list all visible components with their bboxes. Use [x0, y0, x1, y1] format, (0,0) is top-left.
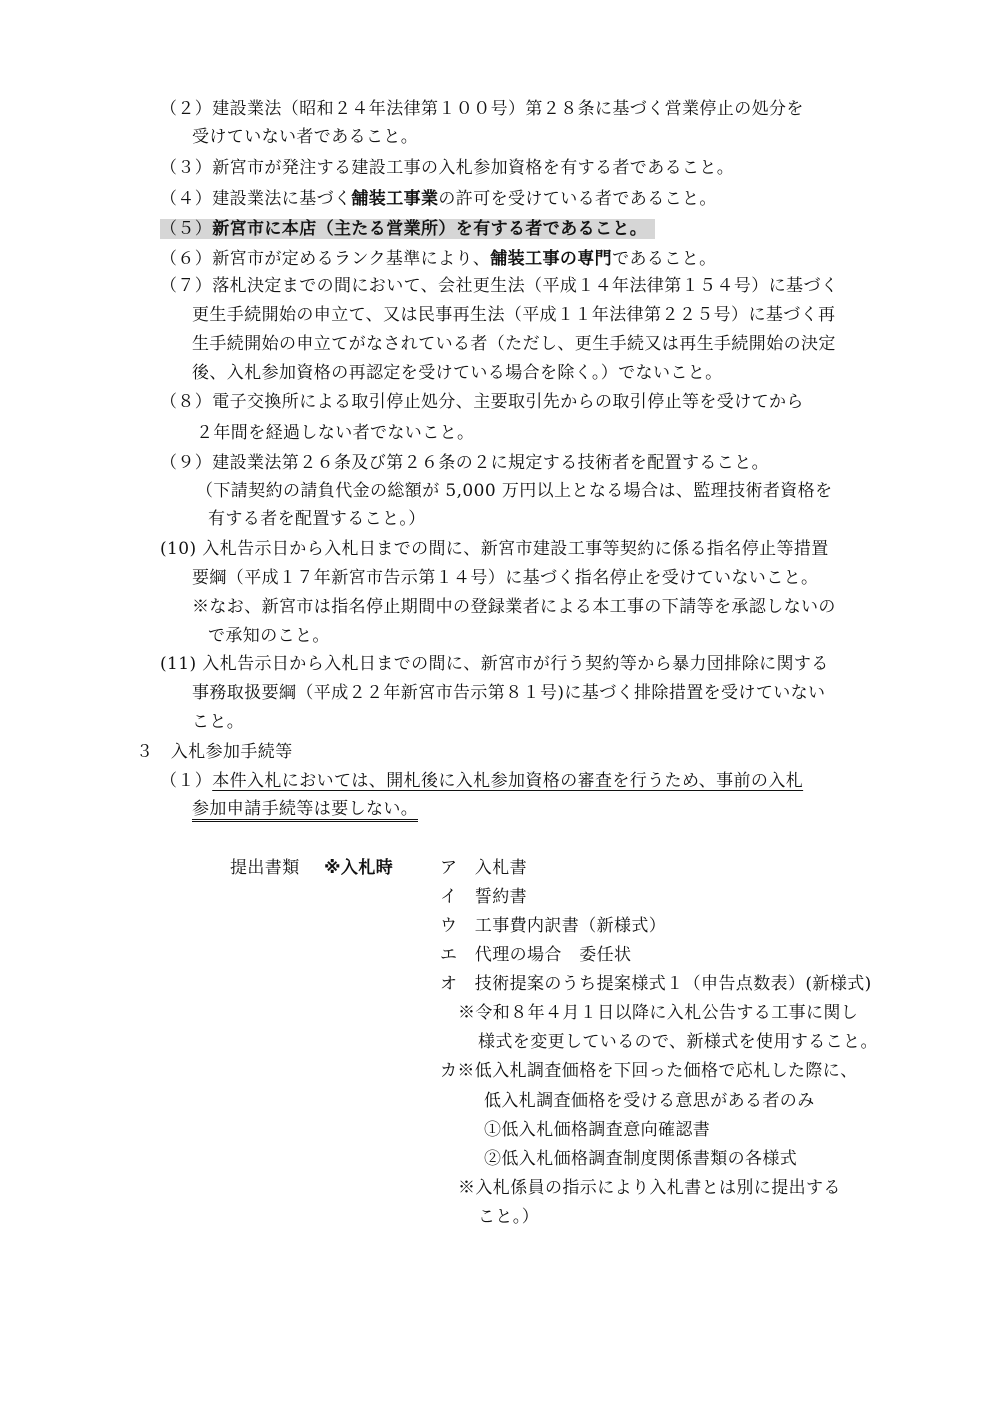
docs-item-e: エ 代理の場合 委任状	[440, 945, 632, 965]
section-3-item-1-underlined-2: 参加申請手続等は要しない。	[192, 799, 418, 822]
item-5-text-bold: 新宮市に本店（主たる営業所）を有する者であること。	[212, 219, 648, 239]
item-6-line-1	[160, 246, 716, 272]
item-7-line-2: 更生手続開始の申立て、又は民事再生法（平成１１年法律第２２５号）に基づく再	[192, 305, 836, 325]
item-9-line-2: （下請契約の請負代金の総額が 5,000 万円以上となる場合は、監理技術者資格を	[196, 481, 833, 501]
item-10-line-2: 要綱（平成１７年新宮市告示第１４号）に基づく指名停止を受けていないこと。	[192, 568, 819, 588]
item-8-line-1: （８）電子交換所による取引停止処分、主要取引先からの取引停止等を受けてから	[160, 392, 804, 412]
item-8-line-2: ２年間を経過しない者でないこと。	[196, 423, 475, 443]
docs-item-ka-line-4: ②低入札価格調査制度関係書類の各様式	[484, 1149, 798, 1169]
docs-item-ka-line-1: カ※低入札調査価格を下回った価格で応札した際に、	[440, 1061, 858, 1081]
item-6-text-bold: 舗装工事の専門	[490, 249, 613, 269]
item-11-line-1: (11) 入札告示日から入札日までの間に、新宮市が行う契約等から暴力団排除に関する	[160, 654, 829, 674]
item-2-line-1: （２）建設業法（昭和２４年法律第１００号）第２８条に基づく営業停止の処分を	[160, 99, 804, 119]
item-6-text-post: であること。	[612, 249, 717, 269]
docs-note-1: ※令和８年４月１日以降に入札公告する工事に関し	[458, 1003, 859, 1023]
section-3-item-1-underlined-1: 本件入札においては、開札後に入札参加資格の審査を行うため、事前の入札	[212, 771, 804, 791]
docs-item-a: ア 入札書	[440, 858, 527, 878]
item-11-line-3: こと。	[192, 712, 245, 732]
item-5-highlight	[160, 219, 655, 239]
section-3-item-1-number: （１）	[160, 771, 213, 791]
item-7-line-3: 生手続開始の申立てがなされている者（ただし、更生手続又は再生手続開始の決定	[192, 334, 836, 354]
item-6-text-pre: （６）新宮市が定めるランク基準により、	[160, 249, 491, 269]
item-11-line-2: 事務取扱要綱（平成２２年新宮市告示第８１号)に基づく排除措置を受けていない	[192, 683, 826, 703]
docs-label: 提出書類	[230, 858, 300, 878]
item-10-line-3: ※なお、新宮市は指名停止期間中の登録業者による本工事の下請等を承認しないの	[192, 597, 836, 617]
docs-timing: ※入札時	[324, 858, 394, 878]
docs-note-4: こと。）	[478, 1207, 540, 1227]
docs-item-ka-line-2: 低入札調査価格を受ける意思がある者のみ	[484, 1091, 815, 1111]
item-5-line-1	[160, 216, 655, 242]
docs-note-2: 様式を変更しているので、新様式を使用すること。	[478, 1032, 878, 1052]
docs-item-i: イ 誓約書	[440, 887, 527, 907]
item-9-line-3: 有する者を配置すること。）	[208, 509, 426, 529]
docs-item-u: ウ 工事費内訳書（新様式）	[440, 916, 667, 936]
item-4-line-1	[160, 186, 717, 212]
section-3-item-1-line-1	[160, 768, 803, 794]
item-10-line-4: で承知のこと。	[208, 626, 330, 646]
item-7-line-4: 後、入札参加資格の再認定を受けている場合を除く。）でないこと。	[192, 363, 723, 383]
item-3-line-1: （３）新宮市が発注する建設工事の入札参加資格を有する者であること。	[160, 158, 735, 178]
item-9-line-1: （９）建設業法第２６条及び第２６条の２に規定する技術者を配置すること。	[160, 453, 769, 473]
item-7-line-1: （７）落札決定までの間において、会社更生法（平成１４年法律第１５４号）に基づく	[160, 276, 839, 296]
item-4-text-pre: （４）建設業法に基づく	[160, 189, 352, 209]
item-5-text-pre: （５）	[160, 219, 213, 239]
item-2-line-2: 受けていない者であること。	[192, 127, 419, 147]
item-4-text-post: の許可を受けている者であること。	[438, 189, 717, 209]
docs-item-ka-line-3: ①低入札価格調査意向確認書	[484, 1120, 711, 1140]
section-3-heading: ３ 入札参加手続等	[136, 742, 293, 762]
item-10-line-1: (10) 入札告示日から入札日までの間に、新宮市建設工事等契約に係る指名停止等措置	[160, 539, 829, 559]
section-3-item-1-line-2	[192, 796, 418, 824]
item-4-text-bold: 舗装工事業	[351, 189, 439, 209]
docs-item-o: オ 技術提案のうち提案様式１（申告点数表）(新様式)	[440, 974, 872, 994]
docs-note-3: ※入札係員の指示により入札書とは別に提出する	[458, 1178, 841, 1198]
